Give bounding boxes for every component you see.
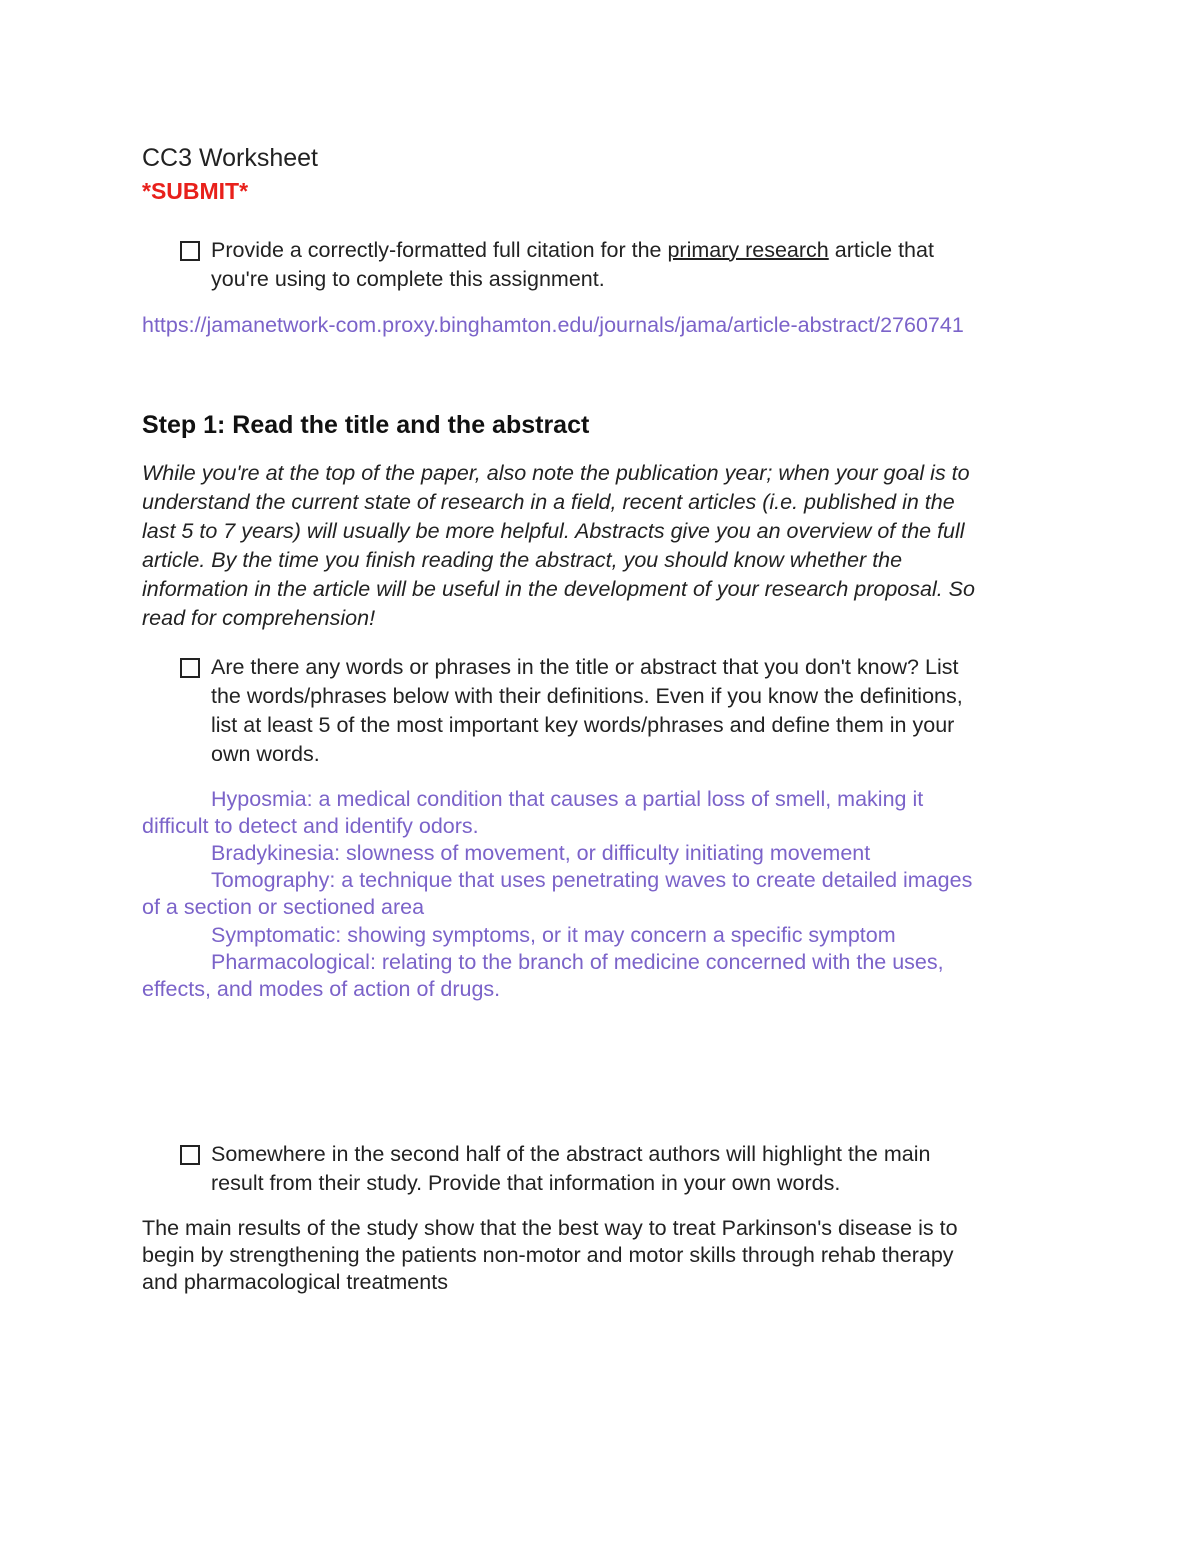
step1-intro-line: While you're at the top of the paper, also note the publication year; when your goal is to [142, 461, 970, 485]
step1-intro-line: last 5 to 7 years) will usually be more helpful. Abstracts give you an overview of the full [142, 519, 965, 543]
primary-research-underline: primary research [667, 238, 829, 262]
step1-intro-line: understand the current state of research in a field, recent articles (i.e. published in the [142, 490, 955, 514]
step1-intro-line: article. By the time you finish reading the abstract, you should know whether the [142, 548, 903, 572]
definition-line: Symptomatic: showing symptoms, or it may concern a specific symptom [211, 923, 896, 947]
citation-link[interactable]: https://jamanetwork-com.proxy.binghamton.edu/journals/jama/article-abstract/2760741 [142, 313, 964, 337]
results-task-line: Somewhere in the second half of the abstract authors will highlight the main [211, 1142, 931, 1166]
page-title: CC3 Worksheet [142, 144, 318, 172]
words-task-line: the words/phrases below with their definitions. Even if you know the definitions, [211, 684, 963, 708]
definition-line: difficult to detect and identify odors. [142, 814, 479, 838]
citation-checkbox[interactable] [180, 241, 200, 261]
definition-line: Bradykinesia: slowness of movement, or difficulty initiating movement [211, 841, 871, 865]
step1-heading: Step 1: Read the title and the abstract [142, 411, 590, 439]
definition-line: Tomography: a technique that uses penetrating waves to create detailed images [211, 868, 973, 892]
words-task-line: Are there any words or phrases in the title or abstract that you don't know? List [211, 655, 959, 679]
results-task-line: result from their study. Provide that information in your own words. [211, 1171, 841, 1195]
submit-label: *SUBMIT* [142, 178, 249, 204]
words-checkbox[interactable] [180, 658, 200, 678]
step1-intro-line: information in the article will be useful in the development of your research proposal. So [142, 577, 975, 601]
definition-line: effects, and modes of action of drugs. [142, 977, 501, 1001]
words-task-line: list at least 5 of the most important key words/phrases and define them in your [211, 713, 955, 737]
definition-line: of a section or sectioned area [142, 895, 425, 919]
citation-task-prefix: Provide a correctly-formatted full citation for the [211, 238, 668, 262]
definition-line: Pharmacological: relating to the branch of medicine concerned with the uses, [211, 950, 944, 974]
citation-task-line2: you're using to complete this assignment. [211, 267, 605, 291]
results-answer-line: The main results of the study show that the best way to treat Parkinson's disease is to [142, 1216, 958, 1240]
words-task-line: own words. [211, 742, 320, 766]
results-checkbox[interactable] [180, 1145, 200, 1165]
step1-intro-line: read for comprehension! [142, 606, 376, 630]
citation-task-suffix: article that [828, 238, 934, 262]
citation-task-line1 [211, 236, 934, 265]
definition-line: Hyposmia: a medical condition that causes a partial loss of smell, making it [211, 787, 924, 811]
results-answer-line: and pharmacological treatments [142, 1270, 448, 1294]
results-answer-line: begin by strengthening the patients non-motor and motor skills through rehab therapy [142, 1243, 954, 1267]
